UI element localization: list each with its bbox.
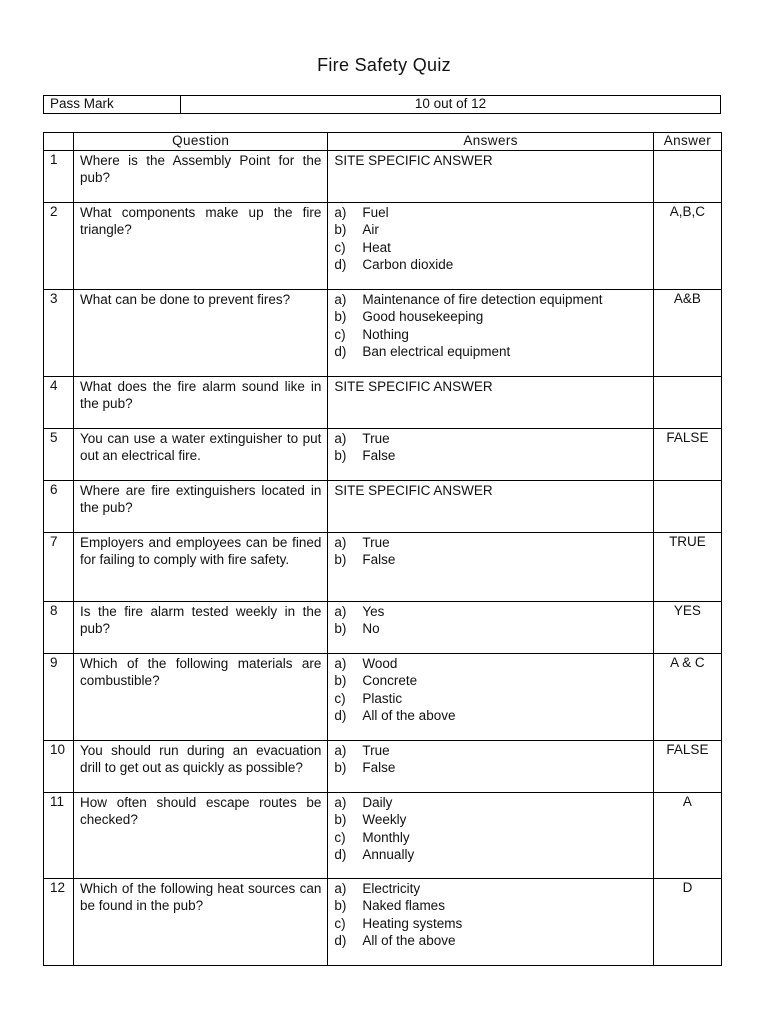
answer-options [328,290,653,377]
option-text: Weekly [362,812,407,828]
answer-options [328,429,653,481]
question-row [44,290,722,377]
answer-option [334,239,646,256]
correct-answer: A&B [653,290,721,377]
answer-option [334,707,646,724]
question-text: Where are fire extinguishers located in the pub? [74,481,328,533]
answer-options [328,377,653,429]
pass-mark-table [43,95,721,114]
question-text: Which of the following heat sources can be found in the pub? [74,879,328,966]
answer-option [334,326,646,343]
option-letter: b) [334,898,347,914]
option-text: Good housekeeping [362,309,484,325]
option-letter: b) [334,621,347,637]
question-text: You should run during an evacuation drill to get out as quickly as possible? [74,741,328,793]
option-letter: a) [334,743,347,758]
answer-option [334,915,646,932]
option-text: Air [362,222,379,238]
option-text: False [362,760,396,776]
answer-option [334,880,646,897]
answer-option [334,742,646,759]
option-letter: a) [334,205,347,220]
question-number: 7 [44,533,74,602]
answer-option [334,655,646,672]
option-text: Heat [362,239,391,255]
option-text: False [362,448,396,464]
option-letter: b) [334,812,347,828]
answer-options [328,793,653,879]
answer-options [328,879,653,966]
question-number: 4 [44,377,74,429]
option-letter: a) [334,535,347,550]
answer-option [334,690,646,707]
question-row [44,151,722,203]
option-letter: b) [334,222,347,238]
pass-mark-value: 10 out of 12 [181,96,721,114]
option-text: Wood [362,656,398,671]
answer-option [334,672,646,689]
answer-option [334,897,646,914]
site-specific-answer: SITE SPECIFIC ANSWER [334,153,493,168]
question-row [44,203,722,290]
quiz-body [44,151,722,966]
option-text: Monthly [362,829,410,845]
answer-options [328,481,653,533]
option-letter: d) [334,343,347,359]
option-text: Concrete [362,673,418,689]
question-text: Employers and employees can be fined for failing to comply with fire safety. [74,533,328,602]
answer-option [334,447,646,464]
option-text: Ban electrical equipment [362,343,511,359]
pass-mark-row [44,96,721,114]
header-number [44,133,74,151]
question-number: 12 [44,879,74,966]
answer-option [334,759,646,776]
question-number: 2 [44,203,74,290]
answer-option [334,846,646,863]
question-text: What does the fire alarm sound like in the pub? [74,377,328,429]
option-text: True [362,431,390,446]
answer-option [334,256,646,273]
option-text: Carbon dioxide [362,256,454,272]
option-text: True [362,535,390,550]
question-number: 5 [44,429,74,481]
question-row [44,741,722,793]
question-text: Where is the Assembly Point for the pub? [74,151,328,203]
answer-options [328,151,653,203]
header-question: Question [74,133,328,151]
answer-option [334,829,646,846]
page-title: Fire Safety Quiz [317,55,451,75]
answer-options [328,654,653,741]
header-answers: Answers [328,133,653,151]
question-row [44,602,722,654]
answer-option [334,620,646,637]
question-number: 8 [44,602,74,654]
quiz-table [43,132,722,966]
question-text: You can use a water extinguisher to put out an electrical fire. [74,429,328,481]
option-letter: b) [334,448,347,464]
option-text: Naked flames [362,898,445,914]
answer-option [334,794,646,811]
correct-answer: A [653,793,721,879]
correct-answer: A & C [653,654,721,741]
option-letter: c) [334,690,346,706]
question-row [44,879,722,966]
answer-options [328,602,653,654]
answer-option [334,603,646,620]
option-letter: a) [334,656,347,671]
option-text: All of the above [362,932,456,948]
option-letter: a) [334,604,347,619]
option-letter: d) [334,846,347,862]
option-text: True [362,743,390,758]
correct-answer: A,B,C [653,203,721,290]
option-letter: a) [334,881,347,896]
option-letter: d) [334,932,347,948]
correct-answer: YES [653,602,721,654]
option-letter: a) [334,795,347,810]
answer-option [334,291,646,308]
site-specific-answer: SITE SPECIFIC ANSWER [334,379,493,394]
option-text: Yes [362,604,385,619]
option-text: Nothing [362,326,409,342]
option-letter: b) [334,673,347,689]
correct-answer [653,377,721,429]
question-row [44,429,722,481]
question-text: Is the fire alarm tested weekly in the pub? [74,602,328,654]
option-letter: c) [334,915,346,931]
answer-options [328,533,653,602]
option-letter: d) [334,707,347,723]
answer-option [334,308,646,325]
correct-answer: TRUE [653,533,721,602]
option-text: False [362,552,396,568]
option-text: Daily [362,795,393,810]
option-text: Heating systems [362,915,463,931]
correct-answer: D [653,879,721,966]
question-row [44,533,722,602]
answer-options [328,741,653,793]
option-text: No [362,621,380,637]
option-letter: b) [334,552,347,568]
answer-option [334,551,646,568]
answer-option [334,932,646,949]
header-answer: Answer [653,133,721,151]
option-letter: b) [334,309,347,325]
question-row [44,793,722,879]
option-text: All of the above [362,707,456,723]
answer-option [334,534,646,551]
quiz-header-row [44,133,722,151]
answer-option [334,430,646,447]
correct-answer [653,151,721,203]
question-row [44,654,722,741]
question-number: 10 [44,741,74,793]
answer-option [334,343,646,360]
question-row [44,377,722,429]
answer-option [334,204,646,221]
correct-answer: FALSE [653,429,721,481]
option-letter: c) [334,326,346,342]
site-specific-answer: SITE SPECIFIC ANSWER [334,483,493,498]
option-text: Fuel [362,205,389,220]
option-letter: b) [334,760,347,776]
question-number: 9 [44,654,74,741]
question-number: 3 [44,290,74,377]
question-text: How often should escape routes be checked? [74,793,328,879]
option-letter: c) [334,239,346,255]
answer-options [328,203,653,290]
answer-option [334,221,646,238]
question-text: Which of the following materials are combustible? [74,654,328,741]
option-letter: a) [334,431,347,446]
option-letter: d) [334,256,347,272]
option-letter: c) [334,829,346,845]
question-number: 6 [44,481,74,533]
correct-answer: FALSE [653,741,721,793]
option-letter: a) [334,292,347,307]
option-text: Electricity [362,881,421,896]
option-text: Annually [362,846,415,862]
question-number: 1 [44,151,74,203]
pass-mark-label: Pass Mark [44,96,181,114]
option-text: Maintenance of fire detection equipment [362,292,603,307]
answer-option [334,811,646,828]
option-text: Plastic [362,690,403,706]
question-text: What can be done to prevent fires? [74,290,328,377]
question-number: 11 [44,793,74,879]
correct-answer [653,481,721,533]
question-text: What components make up the fire triangle? [74,203,328,290]
question-row [44,481,722,533]
